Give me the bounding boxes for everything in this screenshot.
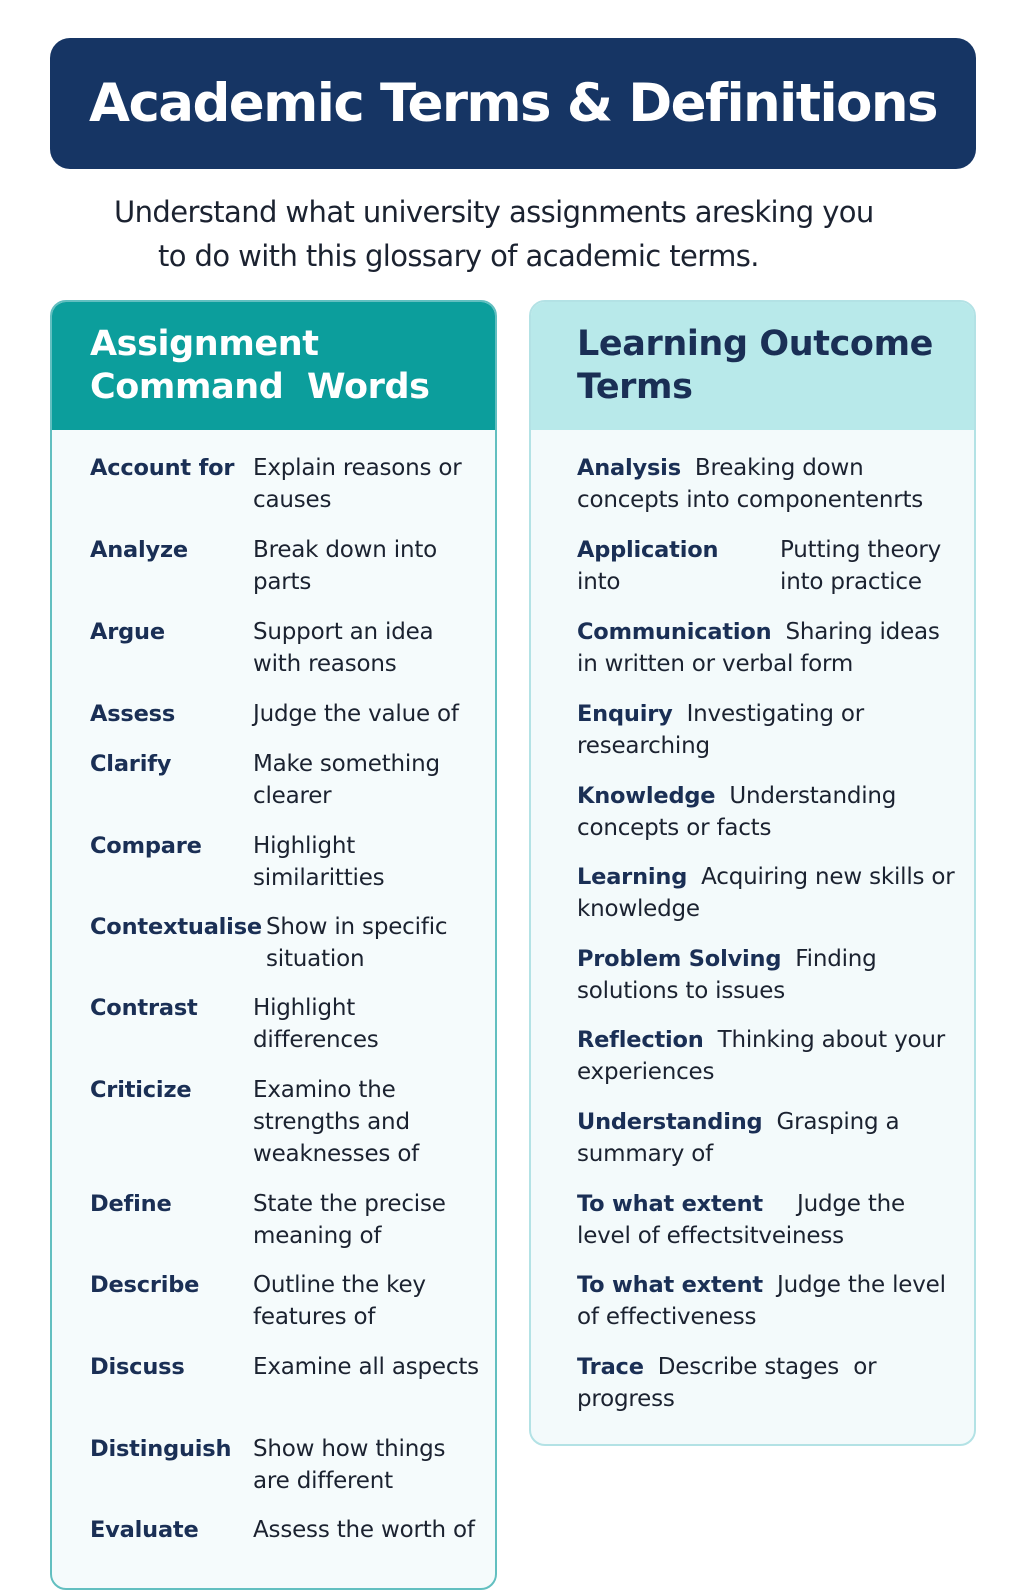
outcome-terms-heading-line-1: Learning Outcome xyxy=(577,324,933,364)
term: Evaluate xyxy=(90,1517,199,1543)
definition: Assess the worth of xyxy=(253,1517,475,1543)
outcome-terms-card xyxy=(529,300,976,1446)
term: Trace xyxy=(577,1354,644,1380)
outcome-terms-header xyxy=(531,302,974,430)
term: Define xyxy=(90,1191,172,1217)
term: Discuss xyxy=(90,1354,185,1380)
definition: Show how things are different xyxy=(253,1436,446,1494)
command-words-heading-line-2: Command Words xyxy=(90,367,430,407)
definition: Investigating or researching xyxy=(577,701,865,759)
command-words-header xyxy=(52,302,495,430)
term: Learning xyxy=(577,864,688,890)
subtitle-line-2: to do with this glossary of academic terms. xyxy=(158,239,759,273)
definition: Understanding concepts or facts xyxy=(577,783,897,841)
definition: Acquiring new skills or knowledge xyxy=(577,864,955,922)
term: Describe xyxy=(90,1272,200,1298)
definition: Break down into parts xyxy=(253,537,438,595)
definition: Outline the key features of xyxy=(253,1272,426,1330)
definition: Sharing ideas in written or verbal form xyxy=(577,619,940,677)
definition: Support an idea with reasons xyxy=(253,619,434,677)
term: Problem Solving xyxy=(577,946,782,972)
term: Application xyxy=(577,537,719,563)
definition: Judge the level of effectiveness xyxy=(577,1272,946,1330)
definition: Explain reasons or causes xyxy=(253,455,462,513)
title-banner xyxy=(50,38,976,169)
definition: Show in specific situation xyxy=(266,914,448,972)
term: Criticize xyxy=(90,1077,192,1103)
term: Communication xyxy=(577,619,772,645)
term: Enquiry xyxy=(577,701,673,727)
outcome-terms-heading xyxy=(577,323,974,409)
definition: Finding solutions to issues xyxy=(577,946,877,1004)
term: Account for xyxy=(90,455,235,481)
command-words-card xyxy=(50,300,497,1590)
definition: Judge the level of effectsitveiness xyxy=(577,1191,905,1249)
definition: Examino the strengths and weaknesses of xyxy=(253,1077,420,1167)
definition: Thinking about your experiences xyxy=(577,1027,946,1085)
definition: Putting theory into practice xyxy=(780,537,942,595)
command-words-heading xyxy=(90,323,495,409)
definition: Describe stages or progress xyxy=(577,1354,884,1412)
term: Understanding xyxy=(577,1109,763,1135)
term: Contextualise xyxy=(90,914,262,940)
definition: Breaking down concepts into componentenrts xyxy=(577,455,924,513)
subtitle-line-1: Understand what university assignments aresking you xyxy=(114,195,874,229)
term: Assess xyxy=(90,701,176,727)
term: To what extent xyxy=(577,1272,763,1298)
definition: Make something clearer xyxy=(253,751,440,809)
term: Analysis xyxy=(577,455,681,481)
definition: State the precise meaning of xyxy=(253,1191,446,1249)
page-title: Academic Terms & Definitions xyxy=(89,73,937,134)
definition: Highlight similaritties xyxy=(253,833,385,891)
term: Clarify xyxy=(90,751,172,777)
definition: Examine all aspects xyxy=(253,1354,479,1380)
term: Argue xyxy=(90,619,165,645)
page-subtitle xyxy=(60,190,964,278)
definition: Grasping a summary of xyxy=(577,1109,900,1167)
term: Distinguish xyxy=(90,1436,232,1462)
term: To what extent xyxy=(577,1191,763,1217)
term: Reflection xyxy=(577,1027,704,1053)
term: Knowledge xyxy=(577,783,716,809)
term-suffix: into xyxy=(577,569,621,595)
term: Analyze xyxy=(90,537,188,563)
definition: Highlight differences xyxy=(253,995,379,1053)
definition: Judge the value of xyxy=(253,701,459,727)
term: Contrast xyxy=(90,995,198,1021)
term: Compare xyxy=(90,833,202,859)
command-words-heading-line-1: Assignment xyxy=(90,324,319,364)
outcome-terms-heading-line-2: Terms xyxy=(577,367,693,407)
